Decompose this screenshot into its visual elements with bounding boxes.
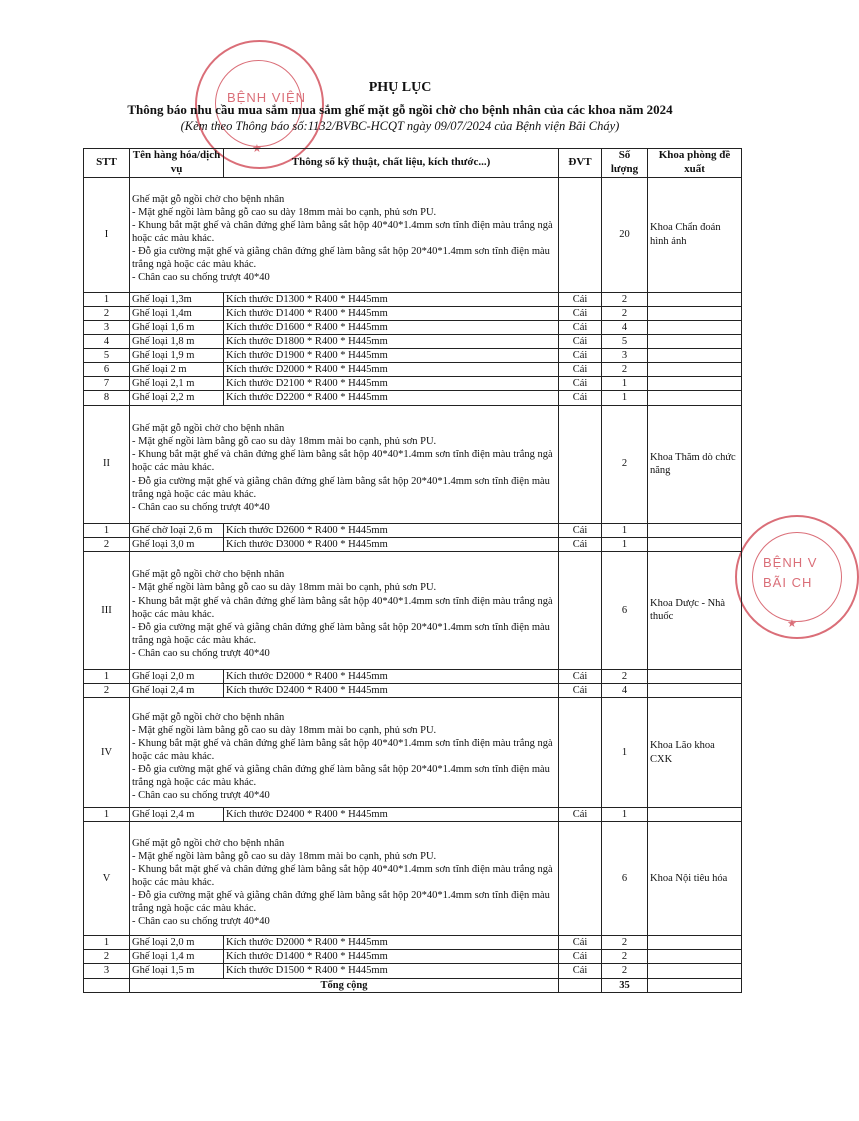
star-icon: ★ — [252, 143, 262, 155]
item-row — [84, 349, 742, 363]
group-unit-empty — [559, 551, 602, 669]
item-specification: Kích thước D1500 * R400 * H445mm — [224, 964, 559, 978]
item-department-empty — [648, 950, 742, 964]
item-specification: Kích thước D1900 * R400 * H445mm — [224, 349, 559, 363]
description-line: - Chân cao su chống trượt 40*40 — [132, 790, 270, 802]
document-reference: (Kèm theo Thông báo số:1132/BVBC-HCQT ngày 09/07/2024 của Bệnh viện Bãi Cháy) — [180, 119, 620, 133]
item-quantity: 4 — [602, 683, 648, 697]
item-stt: 6 — [84, 363, 130, 377]
item-specification: Kích thước D1600 * R400 * H445mm — [224, 320, 559, 334]
item-row — [84, 808, 742, 822]
description-line: - Đỗ gia cường mặt ghế và giằng chân đứng ghế làm bằng sắt hộp 20*40*1.4mm sơn tĩnh điện màu trắng ngà hoặc các màu khác. — [132, 475, 550, 500]
item-quantity: 2 — [602, 669, 648, 683]
item-unit: Cái — [559, 292, 602, 306]
item-row — [84, 523, 742, 537]
group-roman-number: II — [84, 405, 130, 523]
item-name: Ghế loại 1,8 m — [130, 334, 224, 348]
stamp-text: BỆNH VIỆN — [227, 90, 307, 105]
total-empty-cell — [84, 978, 130, 992]
item-quantity: 2 — [602, 363, 648, 377]
item-unit: Cái — [559, 377, 602, 391]
total-empty-cell — [648, 978, 742, 992]
group-unit-empty — [559, 822, 602, 936]
group-description — [130, 822, 559, 936]
item-name: Ghế loại 1,9 m — [130, 349, 224, 363]
group-quantity: 6 — [602, 551, 648, 669]
item-department-empty — [648, 391, 742, 405]
group-quantity: 1 — [602, 698, 648, 808]
item-department-empty — [648, 683, 742, 697]
item-quantity: 2 — [602, 936, 648, 950]
description-line: - Chân cao su chống trượt 40*40 — [132, 272, 270, 284]
description-line: - Mặt ghế ngồi làm bằng gỗ cao su dày 18mm mài bo cạnh, phủ sơn PU. — [132, 850, 437, 862]
item-quantity: 5 — [602, 334, 648, 348]
column-header-unit: ĐVT — [559, 149, 602, 178]
item-unit: Cái — [559, 320, 602, 334]
item-stt: 1 — [84, 936, 130, 950]
group-roman-number: V — [84, 822, 130, 936]
item-stt: 1 — [84, 808, 130, 822]
group-roman-number: IV — [84, 698, 130, 808]
description-line: - Khung bắt mặt ghế và chân đứng ghế làm bằng sắt hộp 40*40*1.4mm sơn tĩnh điện màu trắng ngà hoặc các màu khác. — [132, 595, 553, 620]
item-name: Ghế loại 2,2 m — [130, 391, 224, 405]
item-department-empty — [648, 377, 742, 391]
item-stt: 1 — [84, 292, 130, 306]
item-unit: Cái — [559, 306, 602, 320]
item-quantity: 2 — [602, 950, 648, 964]
description-line: - Khung bắt mặt ghế và chân đứng ghế làm bằng sắt hộp 40*40*1.4mm sơn tĩnh điện màu trắng ngà hoặc các màu khác. — [132, 863, 553, 889]
description-line: - Đỗ gia cường mặt ghế và giằng chân đứng ghế làm bằng sắt hộp 20*40*1.4mm sơn tĩnh điện màu trắng ngà hoặc các màu khác. — [132, 621, 550, 646]
item-quantity: 4 — [602, 320, 648, 334]
item-stt: 2 — [84, 950, 130, 964]
description-line: - Khung bắt mặt ghế và chân đứng ghế làm bằng sắt hộp 40*40*1.4mm sơn tĩnh điện màu trắng ngà hoặc các màu khác. — [132, 219, 553, 244]
item-row — [84, 334, 742, 348]
item-unit: Cái — [559, 334, 602, 348]
group-unit-empty — [559, 177, 602, 292]
total-value: 35 — [602, 978, 648, 992]
item-row — [84, 936, 742, 950]
item-department-empty — [648, 292, 742, 306]
group-quantity: 2 — [602, 405, 648, 523]
item-unit: Cái — [559, 523, 602, 537]
item-row — [84, 391, 742, 405]
column-header-quantity: Số lượng — [602, 149, 648, 178]
item-stt: 5 — [84, 349, 130, 363]
item-name: Ghế loại 1,3m — [130, 292, 224, 306]
item-unit: Cái — [559, 683, 602, 697]
item-quantity: 1 — [602, 808, 648, 822]
description-line: Ghế mặt gỗ ngồi chờ cho bệnh nhân — [132, 193, 285, 205]
description-line: - Đỗ gia cường mặt ghế và giằng chân đứng ghế làm bằng sắt hộp 20*40*1.4mm sơn tĩnh điện màu trắng ngà hoặc các màu khác. — [132, 890, 550, 915]
table-header-row — [84, 149, 742, 178]
group-row — [84, 405, 742, 523]
group-description — [130, 405, 559, 523]
item-quantity: 3 — [602, 349, 648, 363]
item-unit: Cái — [559, 537, 602, 551]
item-department-empty — [648, 306, 742, 320]
star-icon: ★ — [787, 618, 797, 630]
item-quantity: 1 — [602, 523, 648, 537]
item-unit: Cái — [559, 363, 602, 377]
item-row — [84, 683, 742, 697]
item-quantity: 1 — [602, 377, 648, 391]
description-line: - Mặt ghế ngồi làm bằng gỗ cao su dày 18mm mài bo cạnh, phủ sơn PU. — [132, 724, 437, 736]
item-unit: Cái — [559, 936, 602, 950]
page-subtitle: Thông báo nhu cầu mua sắm mua sắm ghế mặt gỗ ngồi chờ cho bệnh nhân của các khoa năm 2024 — [127, 102, 673, 117]
item-stt: 7 — [84, 377, 130, 391]
group-roman-number: I — [84, 177, 130, 292]
item-specification: Kích thước D2000 * R400 * H445mm — [224, 936, 559, 950]
item-stt: 3 — [84, 320, 130, 334]
item-row — [84, 964, 742, 978]
item-stt: 3 — [84, 964, 130, 978]
item-name: Ghế loại 1,6 m — [130, 320, 224, 334]
group-description — [130, 698, 559, 808]
item-row — [84, 306, 742, 320]
item-quantity: 2 — [602, 306, 648, 320]
item-unit: Cái — [559, 808, 602, 822]
group-department: Khoa Thăm dò chức năng — [648, 405, 742, 523]
item-name: Ghế chờ loại 2,6 m — [130, 523, 224, 537]
item-row — [84, 320, 742, 334]
item-stt: 1 — [84, 523, 130, 537]
item-stt: 2 — [84, 306, 130, 320]
column-header-stt: STT — [84, 149, 130, 178]
total-label: Tổng cộng — [130, 978, 559, 992]
item-specification: Kích thước D2200 * R400 * H445mm — [224, 391, 559, 405]
item-specification: Kích thước D2100 * R400 * H445mm — [224, 377, 559, 391]
group-description — [130, 551, 559, 669]
group-row — [84, 822, 742, 936]
hospital-stamp-side — [735, 515, 859, 639]
group-department: Khoa Lão khoa CXK — [648, 698, 742, 808]
item-unit: Cái — [559, 950, 602, 964]
item-name: Ghế loại 2,0 m — [130, 936, 224, 950]
description-line: - Chân cao su chống trượt 40*40 — [132, 501, 270, 513]
item-department-empty — [648, 964, 742, 978]
item-specification: Kích thước D2400 * R400 * H445mm — [224, 808, 559, 822]
item-stt: 2 — [84, 537, 130, 551]
description-line: Ghế mặt gỗ ngồi chờ cho bệnh nhân — [132, 423, 285, 435]
description-line: Ghế mặt gỗ ngồi chờ cho bệnh nhân — [132, 569, 285, 581]
item-name: Ghế loại 2,4 m — [130, 683, 224, 697]
item-department-empty — [648, 320, 742, 334]
item-department-empty — [648, 537, 742, 551]
item-name: Ghế loại 2,0 m — [130, 669, 224, 683]
group-quantity: 20 — [602, 177, 648, 292]
item-specification: Kích thước D2600 * R400 * H445mm — [224, 523, 559, 537]
item-department-empty — [648, 808, 742, 822]
item-department-empty — [648, 349, 742, 363]
page-title: PHỤ LỤC — [368, 80, 432, 95]
item-department-empty — [648, 523, 742, 537]
item-quantity: 2 — [602, 964, 648, 978]
item-name: Ghế loại 2,4 m — [130, 808, 224, 822]
item-unit: Cái — [559, 391, 602, 405]
group-row — [84, 177, 742, 292]
group-quantity: 6 — [602, 822, 648, 936]
item-department-empty — [648, 363, 742, 377]
item-stt: 8 — [84, 391, 130, 405]
group-description — [130, 177, 559, 292]
item-name: Ghế loại 3,0 m — [130, 537, 224, 551]
item-row — [84, 377, 742, 391]
item-quantity: 2 — [602, 292, 648, 306]
item-specification: Kích thước D3000 * R400 * H445mm — [224, 537, 559, 551]
group-department: Khoa Nội tiêu hóa — [648, 822, 742, 936]
item-name: Ghế loại 1,5 m — [130, 964, 224, 978]
item-specification: Kích thước D2000 * R400 * H445mm — [224, 669, 559, 683]
description-line: - Mặt ghế ngồi làm bằng gỗ cao su dày 18mm mài bo cạnh, phủ sơn PU. — [132, 436, 437, 448]
description-line: - Khung bắt mặt ghế và chân đứng ghế làm bằng sắt hộp 40*40*1.4mm sơn tĩnh điện màu trắng ngà hoặc các màu khác. — [132, 449, 553, 474]
item-row — [84, 950, 742, 964]
total-empty-cell — [559, 978, 602, 992]
description-line: - Mặt ghế ngồi làm bằng gỗ cao su dày 18mm mài bo cạnh, phủ sơn PU. — [132, 206, 437, 218]
item-stt: 4 — [84, 334, 130, 348]
item-row — [84, 363, 742, 377]
item-specification: Kích thước D2400 * R400 * H445mm — [224, 683, 559, 697]
description-line: - Đỗ gia cường mặt ghế và giằng chân đứng ghế làm bằng sắt hộp 20*40*1.4mm sơn tĩnh điện màu trắng ngà hoặc các màu khác. — [132, 246, 550, 271]
column-header-department: Khoa phòng đề xuất — [648, 149, 742, 178]
item-name: Ghế loại 1,4m — [130, 306, 224, 320]
description-line: Ghế mặt gỗ ngồi chờ cho bệnh nhân — [132, 711, 285, 723]
item-quantity: 1 — [602, 391, 648, 405]
description-line: - Khung bắt mặt ghế và chân đứng ghế làm bằng sắt hộp 40*40*1.4mm sơn tĩnh điện màu trắng ngà hoặc các màu khác. — [132, 737, 553, 762]
group-department: Khoa Dược - Nhà thuốc — [648, 551, 742, 669]
item-name: Ghế loại 2,1 m — [130, 377, 224, 391]
item-specification: Kích thước D2000 * R400 * H445mm — [224, 363, 559, 377]
description-line: - Đỗ gia cường mặt ghế và giằng chân đứng ghế làm bằng sắt hộp 20*40*1.4mm sơn tĩnh điện màu trắng ngà hoặc các màu khác. — [132, 764, 550, 789]
item-unit: Cái — [559, 349, 602, 363]
item-row — [84, 537, 742, 551]
procurement-table — [83, 148, 742, 993]
item-name: Ghế loại 1,4 m — [130, 950, 224, 964]
item-department-empty — [648, 669, 742, 683]
total-row — [84, 978, 742, 992]
column-header-item-name: Tên hàng hóa/dịch vụ — [130, 149, 224, 178]
item-department-empty — [648, 334, 742, 348]
item-unit: Cái — [559, 669, 602, 683]
item-quantity: 1 — [602, 537, 648, 551]
item-unit: Cái — [559, 964, 602, 978]
group-department: Khoa Chẩn đoán hình ảnh — [648, 177, 742, 292]
item-name: Ghế loại 2 m — [130, 363, 224, 377]
group-unit-empty — [559, 405, 602, 523]
stamp-text-line-2: BÃI CH — [763, 575, 813, 590]
group-unit-empty — [559, 698, 602, 808]
description-line: - Chân cao su chống trượt 40*40 — [132, 916, 270, 928]
item-stt: 2 — [84, 683, 130, 697]
item-stt: 1 — [84, 669, 130, 683]
group-roman-number: III — [84, 551, 130, 669]
item-specification: Kích thước D1400 * R400 * H445mm — [224, 306, 559, 320]
item-row — [84, 292, 742, 306]
item-specification: Kích thước D1800 * R400 * H445mm — [224, 334, 559, 348]
description-line: - Chân cao su chống trượt 40*40 — [132, 648, 270, 660]
item-department-empty — [648, 936, 742, 950]
item-specification: Kích thước D1300 * R400 * H445mm — [224, 292, 559, 306]
column-header-specification: Thông số kỹ thuật, chất liệu, kích thước...) — [224, 149, 559, 178]
group-row — [84, 551, 742, 669]
item-row — [84, 669, 742, 683]
stamp-text-line-1: BỆNH V — [763, 555, 818, 570]
group-row — [84, 698, 742, 808]
description-line: - Mặt ghế ngồi làm bằng gỗ cao su dày 18mm mài bo cạnh, phủ sơn PU. — [132, 582, 437, 594]
description-line: Ghế mặt gỗ ngồi chờ cho bệnh nhân — [132, 837, 285, 849]
item-specification: Kích thước D1400 * R400 * H445mm — [224, 950, 559, 964]
